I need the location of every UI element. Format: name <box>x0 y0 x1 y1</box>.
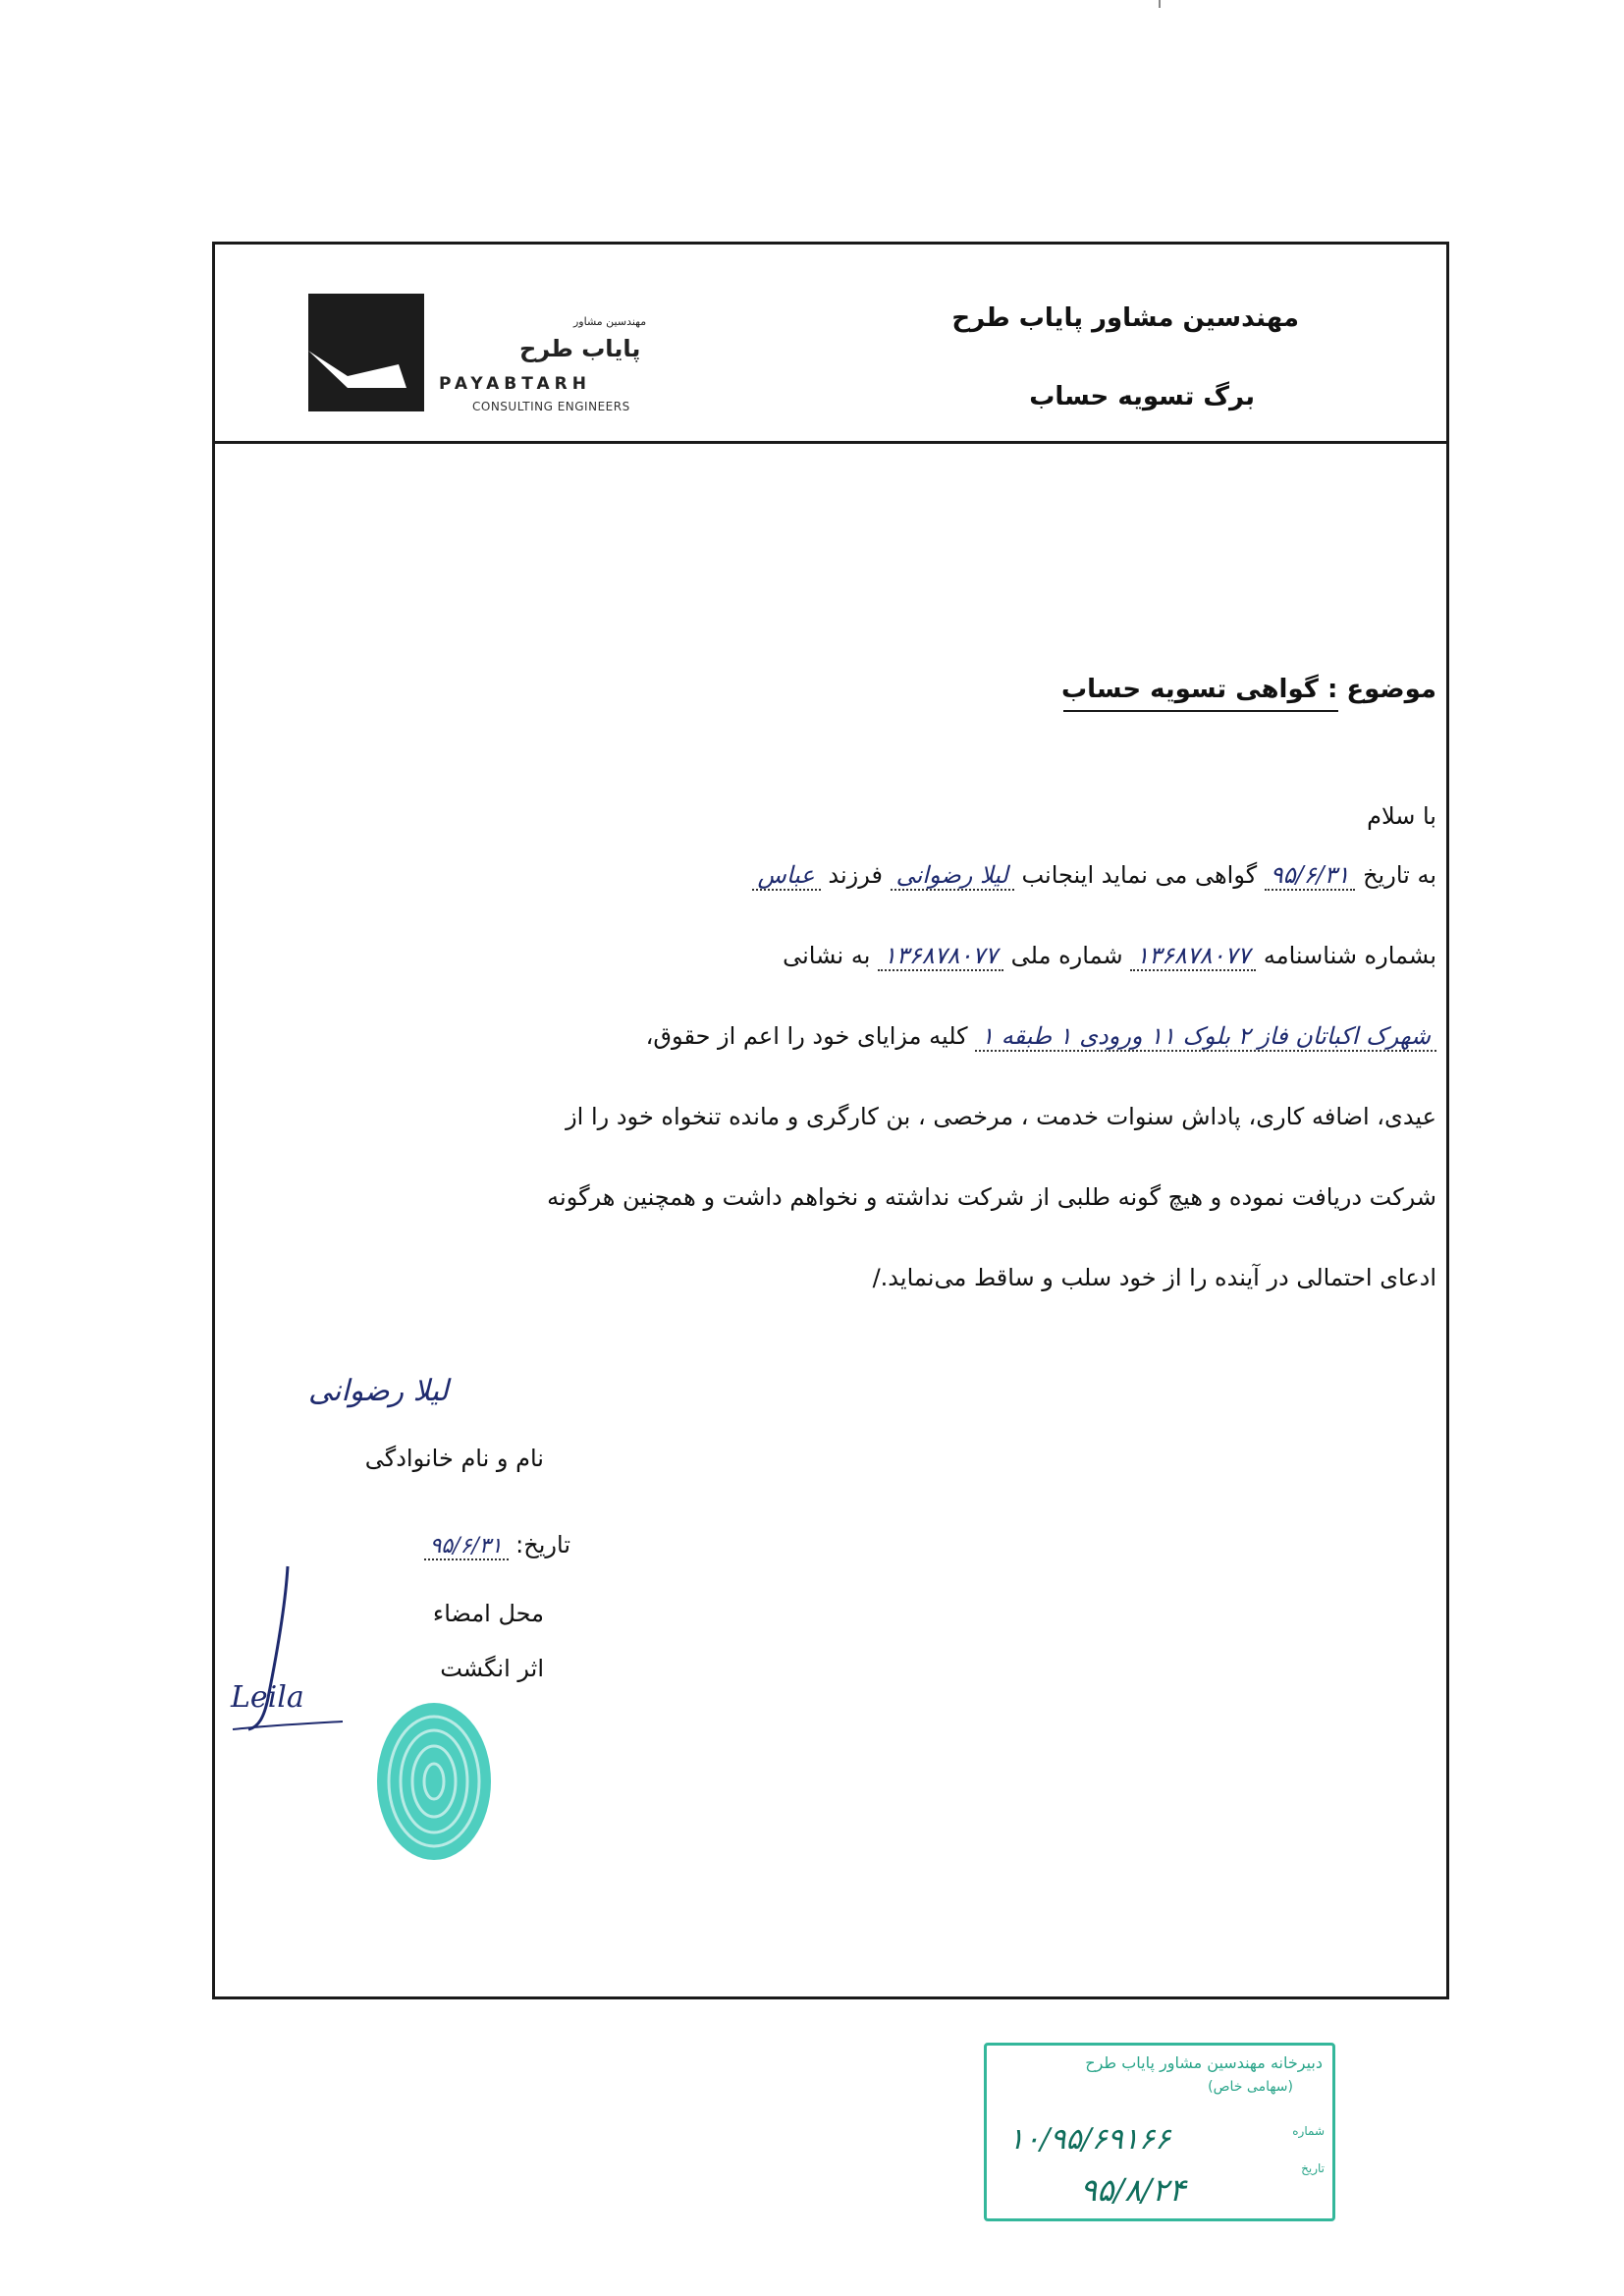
subject-underline <box>1063 710 1338 712</box>
body-text: به نشانی <box>783 942 871 969</box>
body-text: بشماره شناسنامه <box>1263 942 1436 969</box>
date-label: تاریخ: <box>515 1531 570 1558</box>
place-of-signature-label: محل امضاء <box>432 1600 544 1627</box>
form-title: برگ تسویه حساب <box>1029 382 1255 411</box>
body-text: به تاریخ <box>1363 861 1436 889</box>
stamp-date: ۹۵/۸/۲۴ <box>1080 2171 1186 2209</box>
stamp-date-label: تاریخ <box>1301 2161 1325 2175</box>
stamp-number-label: شماره <box>1292 2124 1325 2138</box>
name-label: نام و نام خانوادگی <box>364 1445 544 1472</box>
stamp-number: ۱۰/۹۵/۶۹۱۶۶ <box>1008 2122 1171 2157</box>
company-title: مهندسین مشاور پایاب طرح <box>951 303 1299 333</box>
subject-label: موضوع : <box>1326 675 1436 704</box>
stamp-line-2: (سهامی خاص) <box>1208 2079 1293 2095</box>
id-fill: ۱۳۶۸۷۸۰۷۷ <box>1130 942 1256 971</box>
body-text: شماره ملی <box>1010 942 1123 969</box>
national-id-fill: ۱۳۶۸۷۸۰۷۷ <box>878 942 1003 971</box>
fingerprint-label: اثر انگشت <box>440 1655 544 1682</box>
body-line-6: ادعای احتمالی در آینده را از خود سلب و ساقط می‌نماید./ <box>872 1264 1436 1291</box>
registry-stamp <box>984 2043 1335 2221</box>
body-text: گواهی می نماید اینجانب <box>1021 861 1258 889</box>
father-fill: عباس <box>752 861 821 891</box>
handwritten-name: لیلا رضوانی <box>308 1374 449 1408</box>
address-fill: شهرک اکباتان فاز ۲ بلوک ۱۱ ورودی ۱ طبقه ۱ <box>975 1022 1436 1052</box>
form-frame <box>212 242 1449 1999</box>
logo-fa-name: پایاب طرح <box>519 335 641 362</box>
body-text: فرزند <box>828 861 883 889</box>
subject-line <box>1061 675 1436 704</box>
body-line-5: شرکت دریافت نموده و هیچ گونه طلبی از شرکت نداشته و نخواهم داشت و همچنین هرگونه <box>547 1183 1436 1211</box>
name-fill: لیلا رضوانی <box>891 861 1014 891</box>
sign-date-fill: ۹۵/۶/۳۱ <box>424 1534 509 1560</box>
sign-date <box>296 1531 570 1558</box>
scan-mark <box>1159 0 1161 8</box>
handwritten-signature: Leila <box>231 1680 304 1715</box>
body-line-4: عیدی، اضافه کاری، پاداش سنوات خدمت ، مرخصی ، بن کارگری و مانده تنخواه خود را از <box>566 1103 1436 1130</box>
date-fill: ۹۵/۶/۳۱ <box>1265 861 1356 891</box>
fingerprint-icon <box>370 1698 498 1865</box>
body-line-2 <box>278 942 1436 969</box>
body-line-1 <box>278 861 1436 889</box>
logo-mark <box>308 294 424 411</box>
greeting: با سلام <box>1367 802 1436 830</box>
header <box>215 245 1446 444</box>
body-text: کلیه مزایای خود را اعم از حقوق، <box>645 1022 968 1050</box>
logo-en-sub: CONSULTING ENGINEERS <box>472 400 630 413</box>
logo-fa-small: مهندسین مشاور <box>573 315 647 328</box>
body-line-3 <box>278 1022 1436 1050</box>
logo-icon <box>308 294 424 411</box>
logo-en-name: PAYABTARH <box>439 374 591 394</box>
subject-value: گواهی تسویه حساب <box>1060 675 1319 704</box>
stamp-line-1: دبیرخانه مهندسین مشاور پایاب طرح <box>1085 2053 1323 2072</box>
